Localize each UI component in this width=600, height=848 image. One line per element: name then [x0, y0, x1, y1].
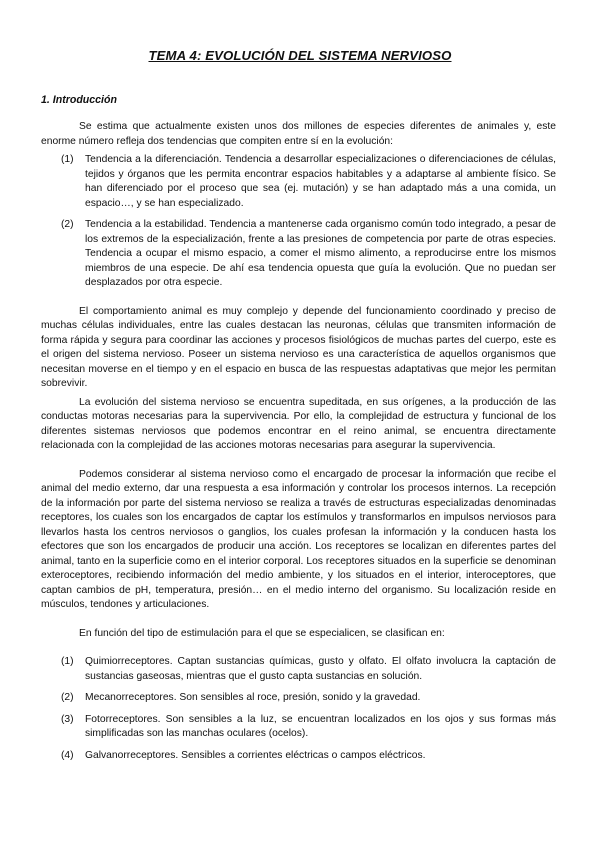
document-title: TEMA 4: EVOLUCIÓN DEL SISTEMA NERVIOSO: [148, 48, 452, 63]
classification-paragraph: En función del tipo de estimulación para el que se especialicen, se clasifican en:: [79, 627, 445, 639]
list-item-text: Tendencia a la estabilidad. Tendencia a mantenerse cada organismo común todo integrado, a pesar de los extremos de la especialización, frente a las presiones de competencia por parte de otras especies. Tendencia a ocupar el mismo espacio, a comer el mismo alimento, a reproducirse entre los mismos miembros de una especie. De ahí esa tendencia opuesta que guía la evolución. Que no puedan ser desplazados por otra especie.: [85, 219, 556, 288]
receptor-types-list: [41, 655, 556, 763]
list-item: [41, 713, 556, 742]
tendencies-list: [41, 153, 556, 291]
receptors-paragraph: Podemos considerar al sistema nervioso como el encargado de procesar la información que recibe el animal del medio externo, dar una respuesta a esa información y controlar los procesos internos. La recepción de la información por parte del sistema nervioso se realiza a través de estructuras especializadas denominadas receptores, los cuales son los encargados de captar los estímulos y transformarlos en impulsos nerviosos para llevarlos hasta los centros nerviosos o ganglios, los cuales profesan la información y la conducen hasta los efectores que son los encargados de producir una acción. Los receptores se localizan en diferentes partes del animal, tanto en la superficie como en el interior corporal. Los receptores situados en la superficie se denominan exteroceptores, recibiendo información del medio ambiente, y los situados en el interior, interoceptores, que captan cambios de pH, temperatura, presión… en el medio interno del organismo. Su localización reside en músculos, tendones y articulaciones.: [41, 468, 556, 610]
intro-paragraph: Se estima que actualmente existen unos dos millones de especies diferentes de animales y, este enorme número refleja dos tendencias que compiten entre sí en la evolución:: [41, 121, 556, 147]
document-body: [41, 120, 556, 763]
list-item: [41, 691, 556, 706]
list-item: [41, 749, 556, 764]
list-item-text: Tendencia a la diferenciación. Tendencia a desarrollar especializaciones o diferenciaciones de células, tejidos y órganos que les permita encontrar espacios habitables y a adaptarse al ambiente físico. Se han diferenciado por el proceso que sea (ej. mutación) y se han adaptado más a una comida, un espacio…, y se han especializado.: [85, 154, 556, 209]
list-item: [41, 655, 556, 684]
list-item-text: Galvanorreceptores. Sensibles a corrientes eléctricas o campos eléctricos.: [85, 749, 426, 761]
section-heading: 1. Introducción: [41, 94, 117, 106]
list-item: [41, 218, 556, 291]
list-item-number: (4): [61, 749, 74, 761]
list-item: [41, 153, 556, 211]
evolution-paragraph: La evolución del sistema nervioso se encuentra supeditada, en sus orígenes, a la producción de las conductas motoras necesarias para la supervivencia. Por ello, la complejidad de estructura y funcional de los diferentes sistemas nerviosos que podemos encontrar en el reino animal, se encuentra directamente relacionada con la complejidad de las acciones motoras necesarias para asegurar la supervivencia.: [41, 396, 556, 451]
list-item-text: Quimiorreceptores. Captan sustancias químicas, gusto y olfato. El olfato involucra la captación de sustancias gaseosas, mientras que el gusto capta sustancias en solución.: [85, 656, 556, 682]
list-item-number: (3): [61, 713, 74, 725]
behavior-paragraph: El comportamiento animal es muy complejo y depende del funcionamiento coordinado y preciso de muchas células individuales, entre las cuales destacan las neuronas, células que transmiten información de forma rápida y segura para coordinar las acciones y procesos fisiológicos de muchas partes del cuerpo, este es el origen del sistema nervioso. Poseer un sistema nervioso es una característica de aquellos organismos que necesitan moverse en el tiempo y en el espacio en busca de las respuestas adaptativas que mejor les permitan sobrevivir.: [41, 305, 556, 389]
list-item-number: (1): [61, 154, 74, 165]
list-item-text: Fotorreceptores. Son sensibles a la luz, se encuentran localizados en los ojos y sus formas más simplificadas son las manchas oculares (ocelos).: [85, 713, 556, 739]
list-item-number: (2): [61, 219, 74, 230]
list-item-text: Mecanorreceptores. Son sensibles al roce, presión, sonido y la gravedad.: [85, 692, 421, 703]
list-item-number: (1): [61, 656, 74, 667]
list-item-number: (2): [61, 692, 74, 703]
